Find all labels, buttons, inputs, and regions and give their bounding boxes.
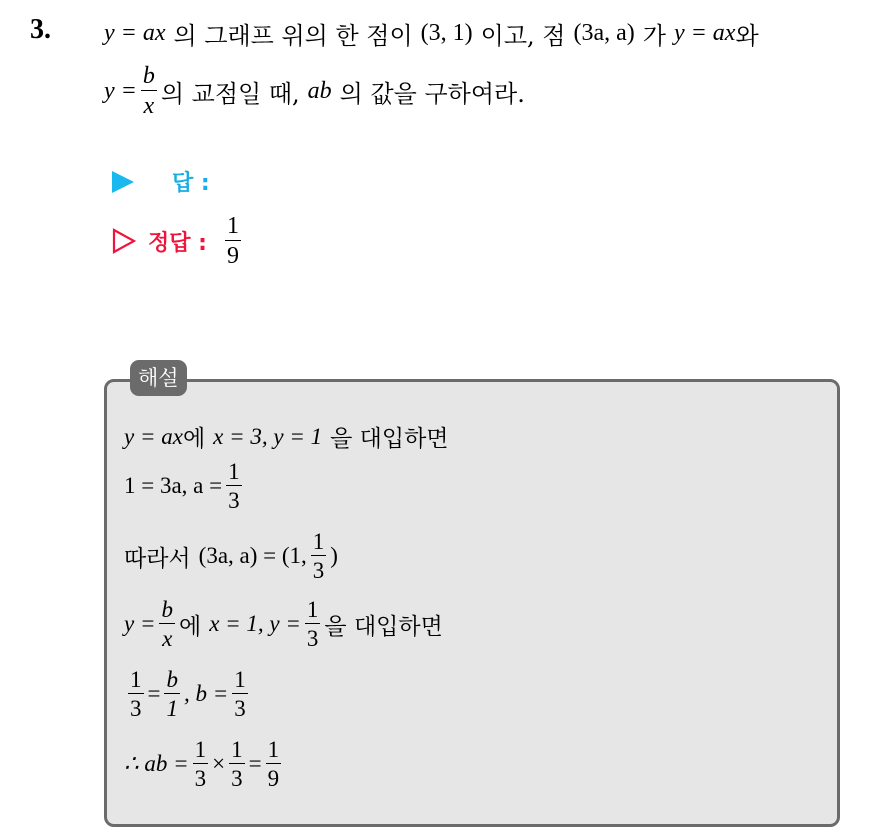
question-line-2 [104, 64, 525, 118]
fraction [305, 598, 321, 650]
answer-label: 답 : [172, 171, 210, 196]
play-triangle-icon [112, 171, 134, 193]
denominator: 1 [166, 696, 178, 721]
fraction [311, 530, 327, 582]
numerator: 1 [312, 529, 325, 554]
denominator: x [162, 626, 173, 651]
numerator: b [142, 63, 155, 89]
numerator: 1 [130, 667, 142, 692]
solution-text: 에 [182, 426, 206, 452]
solution-text: 따라서 [124, 545, 191, 572]
question-text: 가 [642, 22, 666, 50]
equation: ) [330, 543, 338, 568]
equation: y = [124, 611, 156, 636]
numerator: 1 [231, 737, 243, 762]
solution-tag: 해설 [130, 360, 187, 396]
equals-sign: = [147, 681, 161, 706]
denominator: 3 [228, 488, 240, 513]
denominator: 3 [306, 626, 319, 651]
solution-text: 에 [178, 613, 202, 640]
solution-line-6 [124, 738, 285, 790]
denominator: 9 [267, 766, 280, 791]
denominator: 3 [130, 696, 142, 721]
equation: ∴ ab = [124, 751, 189, 776]
fraction [226, 460, 242, 512]
solution-line-4 [124, 598, 443, 650]
fraction [128, 668, 144, 720]
question-number: 3. [30, 14, 51, 45]
answer-row [112, 166, 210, 197]
question-text: 이고, 점 [480, 22, 566, 50]
equation: y = [104, 77, 137, 104]
numerator: 1 [226, 213, 239, 239]
correct-answer-label: 정답 : [148, 230, 207, 256]
fraction [229, 738, 245, 790]
point: (3, 1) [420, 20, 473, 46]
equation: y = ax [673, 20, 736, 46]
numerator: 1 [194, 737, 207, 762]
equation: y = ax [104, 20, 166, 46]
times-sign: × [212, 751, 226, 776]
equation: y = ax [124, 423, 183, 449]
fraction [164, 668, 180, 720]
denominator: 3 [234, 696, 246, 721]
question-text: 의 그래프 위의 한 점이 [173, 22, 413, 50]
fraction [232, 668, 248, 720]
solution-line-3 [124, 530, 338, 582]
correct-answer-fraction [225, 214, 241, 268]
question-text: 와 [735, 22, 759, 50]
numerator: 1 [234, 667, 246, 692]
fraction [193, 738, 209, 790]
numerator: b [166, 667, 178, 692]
numerator: b [161, 597, 173, 622]
denominator: 3 [312, 558, 325, 583]
solution-text: 을 대입하면 [330, 426, 449, 452]
fraction [266, 738, 282, 790]
expression: ab [307, 77, 332, 104]
solution-text: 을 대입하면 [324, 613, 443, 640]
solution-line-5 [124, 668, 252, 720]
question-text: 의 교점일 때, [160, 79, 300, 108]
numerator: 1 [228, 459, 240, 484]
equation: , b = [183, 681, 229, 706]
question-text: 의 값을 구하여라. [339, 79, 525, 108]
denominator: 3 [231, 766, 243, 791]
solution-line-1 [124, 420, 449, 453]
numerator: 1 [306, 597, 319, 622]
fraction [159, 598, 175, 650]
correct-answer-row [112, 214, 245, 268]
outline-triangle-icon [112, 228, 136, 254]
equation: 1 = 3a, a = [124, 473, 223, 498]
denominator: 9 [226, 243, 239, 269]
equation: (3a, a) = (1, [198, 543, 307, 568]
denominator: 3 [194, 766, 207, 791]
numerator: 1 [267, 737, 280, 762]
equals-sign: = [248, 751, 262, 776]
denominator: x [143, 93, 155, 119]
solution-line-2 [124, 460, 246, 512]
point: (3a, a) [573, 20, 635, 46]
equation: x = 1, y = [209, 611, 301, 636]
equation: x = 3, y = 1 [213, 423, 323, 449]
question-line-1 [104, 16, 759, 51]
fraction [141, 64, 157, 118]
